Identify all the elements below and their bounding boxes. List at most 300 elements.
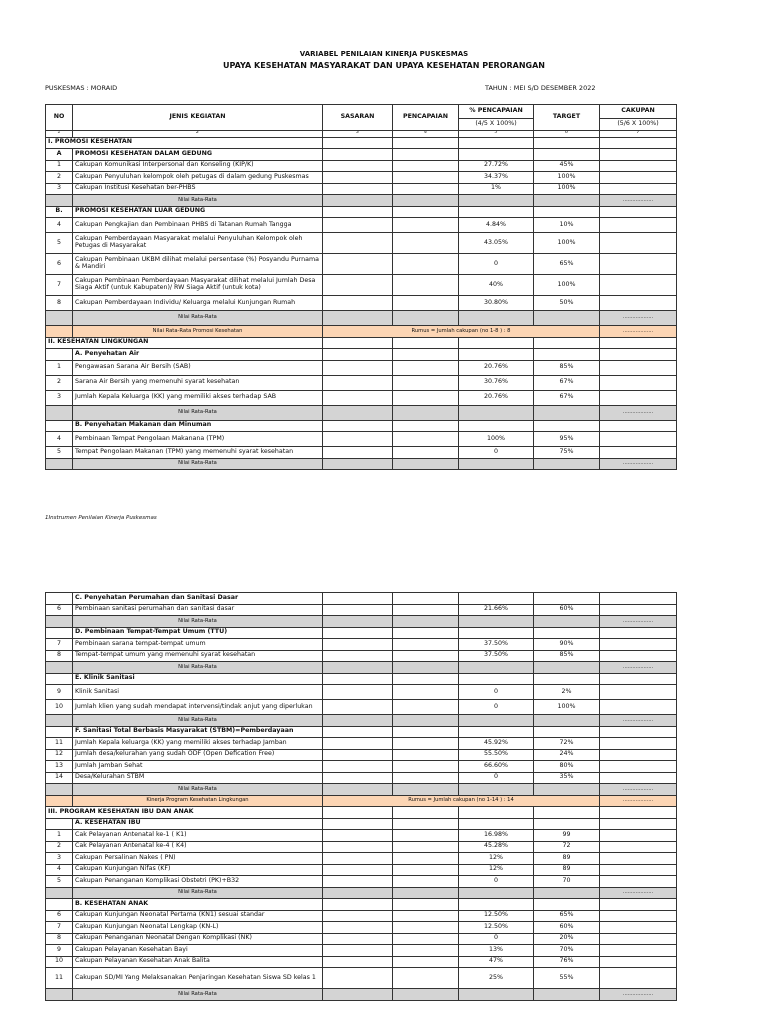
row-activity: Cakupan SD/MI Yang Melaksanakan Penjaringan Kesehatan Siswa SD kelas 1 (73, 968, 323, 989)
empty-cell (323, 206, 393, 218)
subsection-letter: B. (46, 206, 73, 218)
row-activity: Cak Pelayanan Antenatal ke-4 ( K4) (73, 841, 323, 853)
average-value: ................... (600, 405, 677, 420)
row-pencapaian (393, 233, 459, 254)
row-sasaran (323, 447, 393, 459)
section-heading-row (46, 337, 677, 349)
row-target: 72% (534, 738, 600, 750)
empty-cell (393, 887, 459, 899)
section-heading: I. PROMOSI KESEHATAN (46, 137, 323, 149)
average-value: ................... (600, 195, 677, 207)
row-sasaran (323, 945, 393, 957)
row-no: 5 (46, 876, 73, 888)
row-target: 85% (534, 360, 600, 375)
row-pencapaian (393, 841, 459, 853)
empty-cell (534, 137, 600, 149)
empty-cell (534, 349, 600, 361)
empty-cell (323, 405, 393, 420)
row-target: 100% (534, 700, 600, 715)
row-pct: 30.80% (459, 296, 534, 311)
row-activity: Cakupan Pelayanan Kesehatan Bayi (73, 945, 323, 957)
row-target: 76% (534, 956, 600, 968)
row-activity: Tempat Pengolaan Makanan (TPM) yang memenuhi syarat kesehatan (73, 447, 323, 459)
row-cakupan (600, 218, 677, 233)
subsection-row (46, 420, 677, 432)
row-pct: 45.28% (459, 841, 534, 853)
row-pct: 21.66% (459, 604, 534, 616)
table-row (46, 738, 677, 750)
empty-cell (393, 715, 459, 727)
row-cakupan (600, 233, 677, 254)
average-row (46, 458, 677, 470)
empty-cell (46, 627, 73, 639)
empty-cell (600, 627, 677, 639)
row-cakupan (600, 853, 677, 865)
average-row (46, 311, 677, 326)
column-number: 4 (393, 130, 459, 137)
table-row (46, 841, 677, 853)
average-row (46, 195, 677, 207)
row-cakupan (600, 254, 677, 275)
table-row (46, 853, 677, 865)
row-activity: Cakupan Pelayanan Kesehatan Anak Balita (73, 956, 323, 968)
row-pct: 66.60% (459, 761, 534, 773)
row-sasaran (323, 956, 393, 968)
empty-cell (46, 662, 73, 674)
row-pencapaian (393, 700, 459, 715)
row-target: 70% (534, 945, 600, 957)
average-label: Nilai Rata-Rata (73, 887, 323, 899)
table-row (46, 761, 677, 773)
row-cakupan (600, 360, 677, 375)
row-cakupan (600, 761, 677, 773)
subsection-title: A. KESEHATAN IBU (73, 818, 323, 830)
row-pencapaian (393, 160, 459, 172)
summary-formula: Rumus = Jumlah cakupan (no 1-14 ) : 14 (323, 795, 600, 807)
table-row (46, 447, 677, 459)
row-sasaran (323, 876, 393, 888)
empty-cell (534, 337, 600, 349)
empty-cell (46, 715, 73, 727)
table-row (46, 876, 677, 888)
row-sasaran (323, 841, 393, 853)
empty-cell (459, 405, 534, 420)
empty-cell (459, 149, 534, 161)
empty-cell (459, 593, 534, 605)
row-sasaran (323, 968, 393, 989)
row-activity: Tempat-tempat umum yang memenuhi syarat kesehatan (73, 650, 323, 662)
row-pct: 47% (459, 956, 534, 968)
row-pencapaian (393, 910, 459, 922)
subsection-title: B. Penyehatan Makanan dan Minuman (73, 420, 323, 432)
row-cakupan (600, 738, 677, 750)
empty-cell (393, 818, 459, 830)
average-label: Nilai Rata-Rata (73, 458, 323, 470)
row-target: 60% (534, 604, 600, 616)
row-pct: 40% (459, 275, 534, 296)
average-row (46, 715, 677, 727)
empty-cell (534, 311, 600, 326)
row-pencapaian (393, 738, 459, 750)
summary-row (46, 795, 677, 807)
empty-cell (46, 784, 73, 796)
table-row (46, 830, 677, 842)
row-sasaran (323, 172, 393, 184)
summary-formula: Rumus = Jumlah cakupan (no 1-8 ) : 8 (323, 326, 600, 338)
row-pencapaian (393, 772, 459, 784)
empty-cell (600, 349, 677, 361)
empty-cell (323, 887, 393, 899)
row-activity: Cakupan Kunjungan Neonatal Lengkap (KN-L) (73, 922, 323, 934)
performance-table-page-1 (45, 104, 677, 470)
row-pct: 4.84% (459, 218, 534, 233)
row-activity: Cakupan Pengkajian dan Pembinaan PHBS di Tatanan Rumah Tangga (73, 218, 323, 233)
row-pencapaian (393, 360, 459, 375)
empty-cell (46, 887, 73, 899)
table-row (46, 432, 677, 447)
empty-cell (323, 807, 393, 819)
row-pencapaian (393, 172, 459, 184)
row-sasaran (323, 685, 393, 700)
row-cakupan (600, 956, 677, 968)
row-pct: 0 (459, 700, 534, 715)
empty-cell (393, 311, 459, 326)
row-target: 89 (534, 864, 600, 876)
empty-cell (534, 899, 600, 911)
row-pct: 0 (459, 933, 534, 945)
row-pencapaian (393, 761, 459, 773)
row-target: 55% (534, 968, 600, 989)
row-sasaran (323, 375, 393, 390)
row-cakupan (600, 432, 677, 447)
empty-cell (600, 899, 677, 911)
col-jenis: JENIS KEGIATAN (73, 105, 323, 131)
row-pct: 20.76% (459, 360, 534, 375)
average-label: Nilai Rata-Rata (73, 989, 323, 1001)
row-sasaran (323, 183, 393, 195)
row-pencapaian (393, 254, 459, 275)
row-activity: Jumlah klien yang sudah mendapat intervensi/tindak anjut yang diperlukan (73, 700, 323, 715)
footer-note: 1Instrumen Penilaian Kinerja Puskesmas (45, 515, 157, 521)
row-cakupan (600, 604, 677, 616)
row-target: 60% (534, 922, 600, 934)
empty-cell (46, 726, 73, 738)
row-no: 3 (46, 390, 73, 405)
row-activity: Jumlah Jamban Sehat (73, 761, 323, 773)
row-no: 8 (46, 296, 73, 311)
row-pencapaian (393, 218, 459, 233)
table-row (46, 233, 677, 254)
empty-cell (459, 726, 534, 738)
average-label: Nilai Rata-Rata (73, 405, 323, 420)
row-pencapaian (393, 375, 459, 390)
empty-cell (459, 662, 534, 674)
empty-cell (534, 673, 600, 685)
row-cakupan (600, 772, 677, 784)
empty-cell (534, 195, 600, 207)
empty-cell (393, 662, 459, 674)
table-row (46, 390, 677, 405)
row-no: 14 (46, 772, 73, 784)
average-label: Nilai Rata-Rata (73, 616, 323, 628)
empty-cell (459, 616, 534, 628)
row-activity: Cakupan Pembinaan Pemberdayaan Masyarakat dilihat melalui Jumlah Desa Siaga Aktif (untuk Kabupaten)/ RW Siaga Aktif (untuk kota) (73, 275, 323, 296)
empty-cell (46, 458, 73, 470)
table-row (46, 160, 677, 172)
row-cakupan (600, 864, 677, 876)
table-row (46, 945, 677, 957)
summary-label: Kinerja Program Kesehatan Lingkungan (73, 795, 323, 807)
row-pencapaian (393, 830, 459, 842)
row-pencapaian (393, 275, 459, 296)
row-pencapaian (393, 685, 459, 700)
table-row (46, 685, 677, 700)
row-cakupan (600, 749, 677, 761)
empty-cell (46, 420, 73, 432)
row-sasaran (323, 160, 393, 172)
row-sasaran (323, 933, 393, 945)
section-heading-row (46, 137, 677, 149)
table-row (46, 933, 677, 945)
empty-cell (459, 989, 534, 1001)
subsection-row (46, 899, 677, 911)
average-row (46, 887, 677, 899)
row-pencapaian (393, 876, 459, 888)
average-label: Nilai Rata-Rata (73, 715, 323, 727)
row-sasaran (323, 296, 393, 311)
row-cakupan (600, 830, 677, 842)
empty-cell (393, 726, 459, 738)
row-no: 13 (46, 761, 73, 773)
empty-cell (459, 627, 534, 639)
row-cakupan (600, 922, 677, 934)
table-row (46, 360, 677, 375)
row-pencapaian (393, 864, 459, 876)
average-label: Nilai Rata-Rata (73, 195, 323, 207)
table-row (46, 296, 677, 311)
row-pct: 0 (459, 447, 534, 459)
column-number: 2 (73, 130, 323, 137)
table-row (46, 183, 677, 195)
row-no: 8 (46, 933, 73, 945)
row-activity: Klinik Sanitasi (73, 685, 323, 700)
row-pct: 30.76% (459, 375, 534, 390)
row-pencapaian (393, 447, 459, 459)
empty-cell (534, 616, 600, 628)
row-pencapaian (393, 604, 459, 616)
row-activity: Cakupan Kunjungan Neonatal Pertama (KN1) sesuai standar (73, 910, 323, 922)
empty-cell (600, 337, 677, 349)
row-pct: 37.50% (459, 639, 534, 651)
table-row (46, 639, 677, 651)
row-sasaran (323, 650, 393, 662)
row-pencapaian (393, 432, 459, 447)
row-pct: 43.05% (459, 233, 534, 254)
row-no: 2 (46, 841, 73, 853)
row-no: 3 (46, 183, 73, 195)
table-row (46, 700, 677, 715)
average-value: ................... (600, 715, 677, 727)
empty-cell (600, 593, 677, 605)
row-sasaran (323, 390, 393, 405)
row-activity: Pembinaan sarana tempat-tempat umum (73, 639, 323, 651)
row-sasaran (323, 922, 393, 934)
empty-cell (459, 899, 534, 911)
empty-cell (393, 349, 459, 361)
row-no: 12 (46, 749, 73, 761)
average-label: Nilai Rata-Rata (73, 784, 323, 796)
row-sasaran (323, 761, 393, 773)
col-pct: % PENCAPAIAN (459, 105, 534, 119)
empty-cell (600, 206, 677, 218)
col-sasaran: SASARAN (323, 105, 393, 131)
row-pct: 0 (459, 254, 534, 275)
row-target: 67% (534, 390, 600, 405)
empty-cell (323, 349, 393, 361)
empty-cell (323, 458, 393, 470)
subsection-title: PROMOSI KESEHATAN LUAR GEDUNG (73, 206, 323, 218)
row-cakupan (600, 275, 677, 296)
empty-cell (323, 899, 393, 911)
row-no: 11 (46, 968, 73, 989)
subsection-row (46, 349, 677, 361)
empty-cell (323, 616, 393, 628)
empty-cell (46, 795, 73, 807)
empty-cell (459, 784, 534, 796)
empty-cell (393, 627, 459, 639)
subsection-title: A. Penyehatan Air (73, 349, 323, 361)
subsection-row (46, 149, 677, 161)
row-cakupan (600, 876, 677, 888)
row-no: 9 (46, 945, 73, 957)
row-pencapaian (393, 853, 459, 865)
empty-cell (323, 420, 393, 432)
average-value: ................... (600, 458, 677, 470)
empty-cell (46, 673, 73, 685)
subsection-row (46, 206, 677, 218)
col-target: TARGET (534, 105, 600, 131)
row-no: 5 (46, 233, 73, 254)
subsection-row (46, 627, 677, 639)
row-sasaran (323, 432, 393, 447)
empty-cell (323, 149, 393, 161)
row-cakupan (600, 650, 677, 662)
row-sasaran (323, 604, 393, 616)
row-sasaran (323, 218, 393, 233)
row-no: 4 (46, 864, 73, 876)
row-cakupan (600, 968, 677, 989)
row-no: 6 (46, 910, 73, 922)
row-sasaran (323, 864, 393, 876)
empty-cell (534, 149, 600, 161)
row-sasaran (323, 853, 393, 865)
year-label: TAHUN : MEI S/D DESEMBER 2022 (485, 84, 596, 92)
average-row (46, 662, 677, 674)
row-activity: Cakupan Penyuluhan kelompok oleh petugas di dalam gedung Puskesmas (73, 172, 323, 184)
section-heading: II. KESEHATAN LINGKUNGAN (46, 337, 323, 349)
row-cakupan (600, 296, 677, 311)
average-value: ................... (600, 784, 677, 796)
empty-cell (600, 807, 677, 819)
table-row (46, 910, 677, 922)
row-pencapaian (393, 933, 459, 945)
average-value: ................... (600, 989, 677, 1001)
row-target: 75% (534, 447, 600, 459)
empty-cell (534, 593, 600, 605)
row-pct: 27.72% (459, 160, 534, 172)
row-activity: Pengawasan Sarana Air Bersih (SAB) (73, 360, 323, 375)
col-pct-formula: (4/5 X 100%) (459, 119, 534, 131)
table-row (46, 864, 677, 876)
row-sasaran (323, 700, 393, 715)
table-row (46, 604, 677, 616)
subsection-title: D. Pembinaan Tempat-Tempat Umum (TTU) (73, 627, 323, 639)
row-activity: Desa/Kelurahan STBM (73, 772, 323, 784)
row-pct: 0 (459, 685, 534, 700)
row-target: 72 (534, 841, 600, 853)
row-pct: 1% (459, 183, 534, 195)
subsection-title: PROMOSI KESEHATAN DALAM GEDUNG (73, 149, 323, 161)
empty-cell (46, 899, 73, 911)
row-activity: Cakupan Persalinan Nakes ( PN) (73, 853, 323, 865)
subsection-row (46, 726, 677, 738)
subsection-letter: A (46, 149, 73, 161)
subsection-title: F. Sanitasi Total Berbasis Masyarakat (STBM)=Pemberdayaan (73, 726, 323, 738)
row-target: 20% (534, 933, 600, 945)
average-row (46, 989, 677, 1001)
subsection-row (46, 818, 677, 830)
header-row (46, 105, 677, 119)
average-row (46, 405, 677, 420)
empty-cell (46, 616, 73, 628)
row-target: 10% (534, 218, 600, 233)
empty-cell (459, 715, 534, 727)
average-value: ................... (600, 311, 677, 326)
row-pencapaian (393, 956, 459, 968)
empty-cell (393, 784, 459, 796)
row-no: 2 (46, 172, 73, 184)
row-activity: Cakupan Penanganan Neonatal Dengan Komplikasi (NK) (73, 933, 323, 945)
row-cakupan (600, 841, 677, 853)
row-no: 4 (46, 432, 73, 447)
row-sasaran (323, 749, 393, 761)
column-number: 6 (534, 130, 600, 137)
row-pencapaian (393, 296, 459, 311)
col-cakupan: CAKUPAN (600, 105, 677, 119)
subsection-title: E. Klinik Sanitasi (73, 673, 323, 685)
row-target: 45% (534, 160, 600, 172)
empty-cell (323, 784, 393, 796)
row-activity: Cakupan Kunjungan Nifas (KF) (73, 864, 323, 876)
empty-cell (459, 311, 534, 326)
row-activity: Cakupan Pemberdayaan Masyarakat melalui Penyuluhan Kelompok oleh Petugas di Masyarakat (73, 233, 323, 254)
row-pct: 13% (459, 945, 534, 957)
row-target: 50% (534, 296, 600, 311)
empty-cell (600, 818, 677, 830)
row-pencapaian (393, 390, 459, 405)
empty-cell (46, 349, 73, 361)
row-cakupan (600, 933, 677, 945)
empty-cell (459, 337, 534, 349)
empty-cell (534, 887, 600, 899)
empty-cell (459, 206, 534, 218)
empty-cell (534, 784, 600, 796)
row-pct: 37.50% (459, 650, 534, 662)
empty-cell (46, 989, 73, 1001)
empty-cell (46, 311, 73, 326)
row-pct: 20.76% (459, 390, 534, 405)
row-no: 8 (46, 650, 73, 662)
